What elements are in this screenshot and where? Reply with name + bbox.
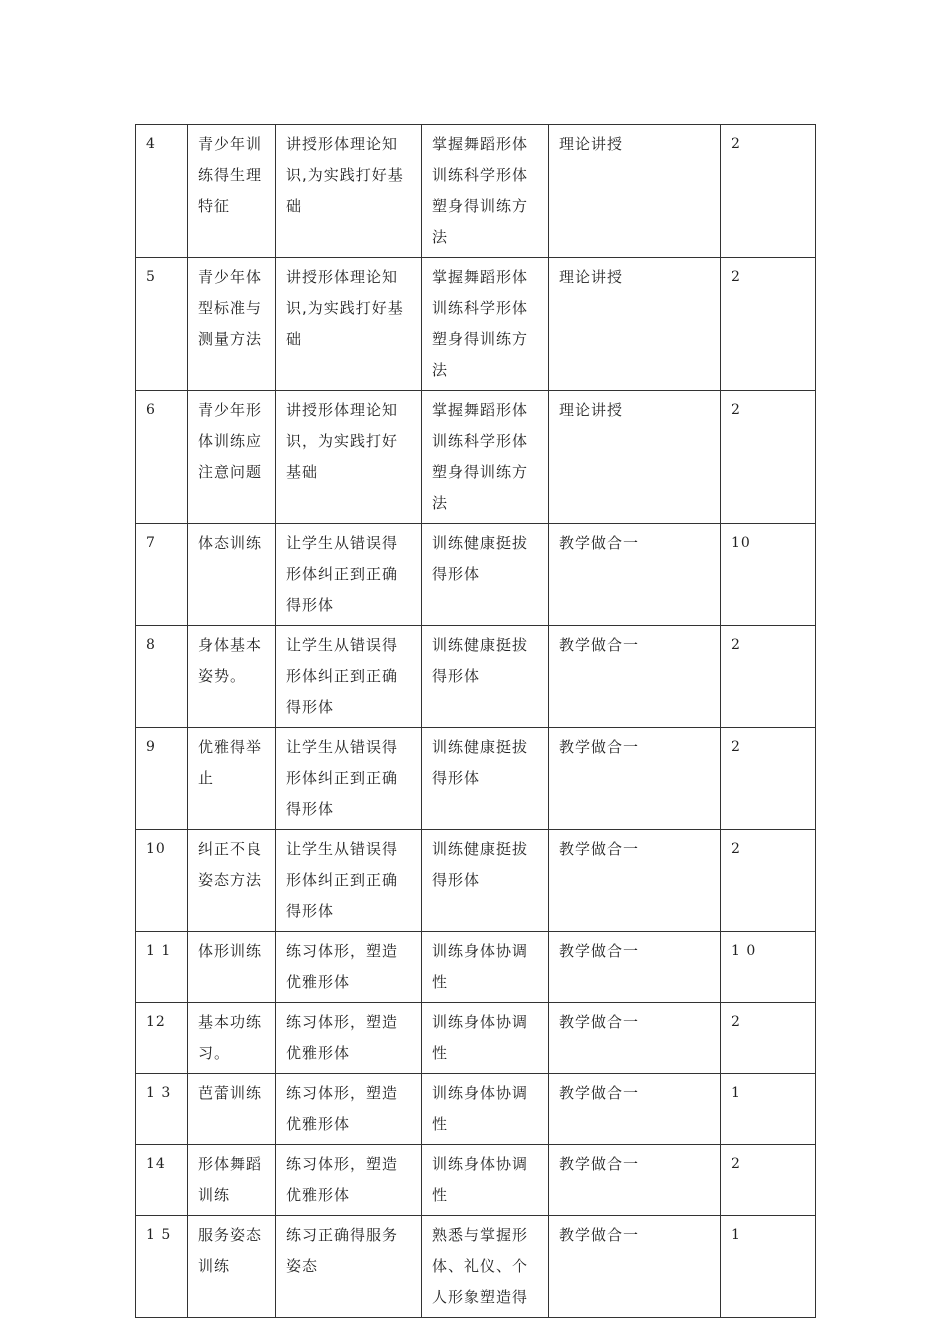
lesson-goal: 训练身体协调性: [422, 1074, 549, 1145]
teaching-method: 教学做合一: [549, 1003, 721, 1074]
lesson-content: 练习体形，塑造优雅形体: [276, 1003, 422, 1074]
lesson-content: 让学生从错误得形体纠正到正确得形体: [276, 728, 422, 830]
table-row: [136, 524, 816, 626]
lesson-title: 基本功练习。: [188, 1003, 276, 1074]
row-number: 1 5: [136, 1216, 188, 1318]
table-row: [136, 1003, 816, 1074]
table-row: [136, 258, 816, 391]
lesson-content: 讲授形体理论知识,为实践打好基础: [276, 258, 422, 391]
table-row: [136, 391, 816, 524]
row-number: 7: [136, 524, 188, 626]
teaching-method: 教学做合一: [549, 626, 721, 728]
lesson-goal: 掌握舞蹈形体训练科学形体塑身得训练方法: [422, 391, 549, 524]
lesson-title: 芭蕾训练: [188, 1074, 276, 1145]
lesson-content: 练习体形，塑造优雅形体: [276, 1074, 422, 1145]
lesson-title: 青少年训练得生理特征: [188, 125, 276, 258]
lesson-title: 纠正不良姿态方法: [188, 830, 276, 932]
row-number: 8: [136, 626, 188, 728]
class-hours: 2: [721, 626, 816, 728]
lesson-title: 青少年体型标准与测量方法: [188, 258, 276, 391]
table-row: [136, 1074, 816, 1145]
class-hours: 1 0: [721, 932, 816, 1003]
teaching-method: 教学做合一: [549, 728, 721, 830]
class-hours: 2: [721, 728, 816, 830]
lesson-title: 体形训练: [188, 932, 276, 1003]
class-hours: 2: [721, 1145, 816, 1216]
teaching-method: 教学做合一: [549, 524, 721, 626]
class-hours: 2: [721, 125, 816, 258]
lesson-content: 练习体形，塑造优雅形体: [276, 932, 422, 1003]
teaching-method: 理论讲授: [549, 125, 721, 258]
table-row: [136, 1216, 816, 1318]
course-schedule-table: [135, 124, 816, 1318]
lesson-goal: 训练健康挺拔得形体: [422, 626, 549, 728]
table-row: [136, 830, 816, 932]
class-hours: 1: [721, 1216, 816, 1318]
class-hours: 2: [721, 1003, 816, 1074]
lesson-goal: 掌握舞蹈形体训练科学形体塑身得训练方法: [422, 125, 549, 258]
teaching-method: 理论讲授: [549, 391, 721, 524]
teaching-method: 教学做合一: [549, 1145, 721, 1216]
lesson-content: 讲授形体理论知识,为实践打好基础: [276, 125, 422, 258]
lesson-content: 练习体形，塑造优雅形体: [276, 1145, 422, 1216]
table-row: [136, 932, 816, 1003]
row-number: 6: [136, 391, 188, 524]
table-row: [136, 626, 816, 728]
table-row: [136, 728, 816, 830]
lesson-goal: 训练健康挺拔得形体: [422, 524, 549, 626]
table-row: [136, 125, 816, 258]
class-hours: 2: [721, 391, 816, 524]
table-row: [136, 1145, 816, 1216]
class-hours: 2: [721, 258, 816, 391]
lesson-goal: 训练身体协调性: [422, 1145, 549, 1216]
lesson-title: 优雅得举止: [188, 728, 276, 830]
lesson-content: 讲授形体理论知识，为实践打好基础: [276, 391, 422, 524]
lesson-content: 练习正确得服务姿态: [276, 1216, 422, 1318]
lesson-goal: 掌握舞蹈形体训练科学形体塑身得训练方法: [422, 258, 549, 391]
teaching-method: 教学做合一: [549, 1074, 721, 1145]
lesson-title: 体态训练: [188, 524, 276, 626]
lesson-goal: 训练身体协调性: [422, 1003, 549, 1074]
lesson-title: 身体基本姿势。: [188, 626, 276, 728]
class-hours: 2: [721, 830, 816, 932]
class-hours: 1: [721, 1074, 816, 1145]
lesson-goal: 熟悉与掌握形体、礼仪、个人形象塑造得: [422, 1216, 549, 1318]
lesson-goal: 训练身体协调性: [422, 932, 549, 1003]
teaching-method: 教学做合一: [549, 1216, 721, 1318]
row-number: 10: [136, 830, 188, 932]
class-hours: 10: [721, 524, 816, 626]
lesson-title: 青少年形体训练应注意问题: [188, 391, 276, 524]
lesson-title: 服务姿态训练: [188, 1216, 276, 1318]
row-number: 5: [136, 258, 188, 391]
lesson-goal: 训练健康挺拔得形体: [422, 728, 549, 830]
teaching-method: 理论讲授: [549, 258, 721, 391]
row-number: 12: [136, 1003, 188, 1074]
row-number: 1 1: [136, 932, 188, 1003]
table-body: [136, 125, 816, 1318]
row-number: 14: [136, 1145, 188, 1216]
row-number: 1 3: [136, 1074, 188, 1145]
teaching-method: 教学做合一: [549, 932, 721, 1003]
lesson-goal: 训练健康挺拔得形体: [422, 830, 549, 932]
teaching-method: 教学做合一: [549, 830, 721, 932]
lesson-content: 让学生从错误得形体纠正到正确得形体: [276, 524, 422, 626]
row-number: 4: [136, 125, 188, 258]
lesson-content: 让学生从错误得形体纠正到正确得形体: [276, 830, 422, 932]
lesson-content: 让学生从错误得形体纠正到正确得形体: [276, 626, 422, 728]
row-number: 9: [136, 728, 188, 830]
lesson-title: 形体舞蹈训练: [188, 1145, 276, 1216]
